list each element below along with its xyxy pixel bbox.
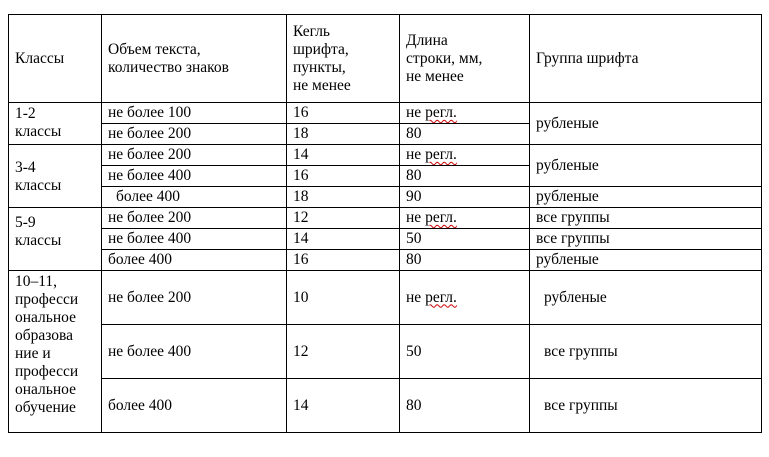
volume-cell: не более 400: [102, 229, 287, 250]
font-group-cell: все группы: [530, 379, 762, 433]
line-length-word: регл.: [425, 146, 457, 163]
table-row: [9, 145, 762, 166]
line-length-cell: [400, 271, 530, 325]
line-length-cell: [400, 145, 530, 166]
header-text-volume: Объем текста, количество знаков: [102, 15, 287, 103]
font-size-cell: 10: [287, 271, 400, 325]
font-size-cell: 16: [287, 103, 400, 124]
line-length-prefix: не: [406, 209, 426, 226]
header-grades: Классы: [9, 15, 102, 103]
line-length-cell: 80: [400, 124, 530, 145]
line-length-prefix: не: [406, 288, 426, 306]
line-length-prefix: не: [406, 146, 426, 163]
font-group-cell: рубленые: [530, 271, 762, 325]
line-length-word: регл.: [425, 288, 457, 306]
grade-cell: 10–11, професси ональное образова ние и професси ональное обучение: [9, 271, 102, 433]
line-length-cell: 80: [400, 166, 530, 187]
line-length-cell: [400, 103, 530, 124]
volume-cell: не более 400: [102, 166, 287, 187]
font-group-cell: все группы: [530, 208, 762, 229]
volume-cell: не более 200: [102, 145, 287, 166]
header-font-group: Группа шрифта: [530, 15, 762, 103]
volume-cell: более 400: [102, 187, 287, 208]
font-size-cell: 16: [287, 166, 400, 187]
line-length-cell: 80: [400, 250, 530, 271]
font-size-cell: 14: [287, 379, 400, 433]
table-row: [9, 103, 762, 124]
line-length-cell: [400, 208, 530, 229]
table-row: [9, 229, 762, 250]
table-row: [9, 271, 762, 325]
table-row: [9, 187, 762, 208]
table-row: [9, 208, 762, 229]
font-size-cell: 16: [287, 250, 400, 271]
font-group-cell: все группы: [530, 325, 762, 379]
volume-cell: не более 400: [102, 325, 287, 379]
grade-cell: 3-4 классы: [9, 145, 102, 208]
font-requirements-table: [8, 14, 762, 433]
font-size-cell: 12: [287, 325, 400, 379]
line-length-word: регл.: [425, 209, 457, 226]
line-length-cell: 50: [400, 229, 530, 250]
volume-cell: более 400: [102, 379, 287, 433]
line-length-cell: 80: [400, 379, 530, 433]
line-length-cell: 50: [400, 325, 530, 379]
font-size-cell: 18: [287, 124, 400, 145]
font-group-cell: рубленые: [530, 250, 762, 271]
font-size-cell: 12: [287, 208, 400, 229]
line-length-word: регл.: [425, 104, 457, 121]
font-group-cell: рубленые: [530, 145, 762, 187]
header-font-size: Кегль шрифта, пункты, не менее: [287, 15, 400, 103]
font-group-cell: все группы: [530, 229, 762, 250]
header-row: [9, 15, 762, 103]
grade-cell: 5-9 классы: [9, 208, 102, 271]
font-size-cell: 14: [287, 145, 400, 166]
volume-cell: не более 200: [102, 271, 287, 325]
header-line-length: Длина строки, мм, не менее: [400, 15, 530, 103]
font-group-cell: рубленые: [530, 103, 762, 145]
table-row: [9, 250, 762, 271]
line-length-prefix: не: [406, 104, 426, 121]
volume-cell: не более 100: [102, 103, 287, 124]
line-length-cell: 90: [400, 187, 530, 208]
font-size-cell: 18: [287, 187, 400, 208]
font-group-cell: рубленые: [530, 187, 762, 208]
table-row: [9, 379, 762, 433]
grade-cell: 1-2 классы: [9, 103, 102, 145]
table-row: [9, 325, 762, 379]
volume-cell: не более 200: [102, 208, 287, 229]
font-size-cell: 14: [287, 229, 400, 250]
volume-cell: не более 200: [102, 124, 287, 145]
volume-cell: более 400: [102, 250, 287, 271]
